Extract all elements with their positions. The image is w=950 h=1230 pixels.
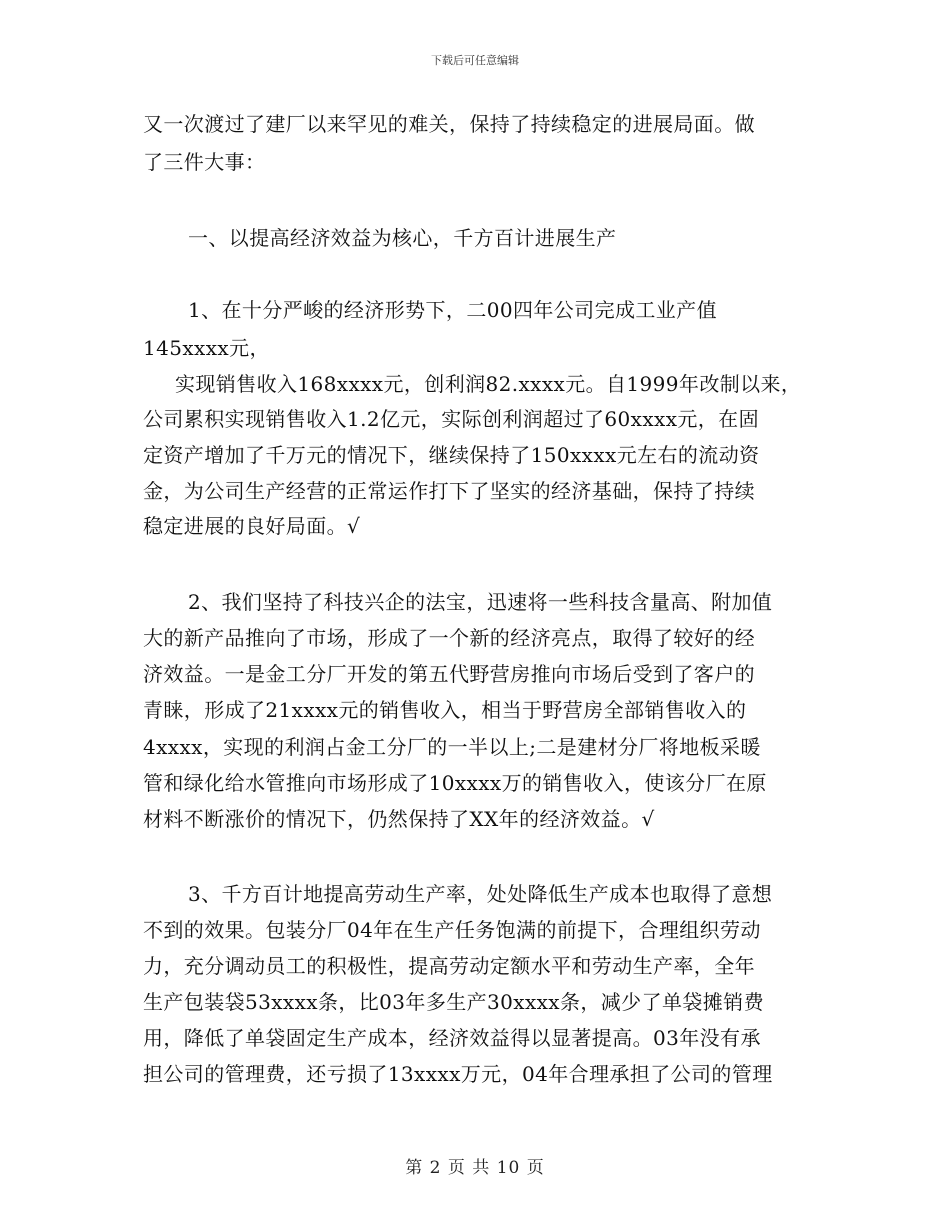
text-line: 用，降低了单袋固定生产成本，经济效益得以显著提高。03年没有承: [143, 1026, 761, 1050]
text-line: 济效益。一是金工分厂开发的第五代野营房推向市场后受到了客户的: [143, 662, 755, 686]
page-number: 第 2 页 共 10 页: [405, 1158, 545, 1178]
text-line: 定资产增加了千万元的情况下，继续保持了150xxxx元左右的流动资: [143, 443, 760, 467]
text-line: 145xxxx元，: [143, 336, 270, 360]
text-line: 大的新产品推向了市场，形成了一个新的经济亮点，取得了较好的经: [143, 626, 755, 650]
text-line: 管和绿化给水管推向市场形成了10xxxx万的销售收入，使该分厂在原: [143, 771, 767, 795]
text-line: 生产包装袋53xxxx条，比03年多生产30xxxx条，减少了单袋摊销费: [143, 990, 764, 1014]
text-line: 稳定进展的良好局面。√: [143, 514, 361, 538]
text-line: 公司累积实现销售收入1.2亿元，实际创利润超过了60xxxx元，在固: [143, 407, 759, 431]
text-line: 2、我们坚持了科技兴企的法宝，迅速将一些科技含量高、附加值: [188, 590, 773, 614]
page-header: 下载后可任意编辑: [431, 54, 519, 67]
text-line: 4xxxx，实现的利润占金工分厂的一半以上;二是建材分厂将地板采暖: [143, 735, 761, 759]
text-line: 实现销售收入168xxxx元，创利润82.xxxx元。自1999年改制以来，: [175, 372, 802, 396]
text-line: 又一次渡过了建厂以来罕见的难关，保持了持续稳定的进展局面。做: [143, 112, 755, 136]
text-line: 1、在十分严峻的经济形势下，二00四年公司完成工业产值: [188, 298, 717, 322]
text-line: 力，充分调动员工的积极性，提高劳动定额水平和劳动生产率，全年: [143, 954, 755, 978]
text-line: 了三件大事：: [143, 150, 266, 174]
text-line: 材料不断涨价的情况下，仍然保持了XX年的经济效益。√: [143, 807, 655, 831]
text-line: 金，为公司生产经营的正常运作打下了坚实的经济基础，保持了持续: [143, 479, 755, 503]
text-line: 不到的效果。包装分厂04年在生产任务饱满的前提下，合理组织劳动: [143, 918, 761, 942]
section-heading: 一、以提高经济效益为核心，千方百计进展生产: [188, 226, 617, 250]
text-line: 担公司的管理费，还亏损了13xxxx万元，04年合理承担了公司的管理: [143, 1062, 773, 1086]
text-line: 3、千方百计地提高劳动生产率，处处降低生产成本也取得了意想: [188, 882, 773, 906]
text-line: 青睐，形成了21xxxx元的销售收入，相当于野营房全部销售收入的: [143, 698, 747, 722]
